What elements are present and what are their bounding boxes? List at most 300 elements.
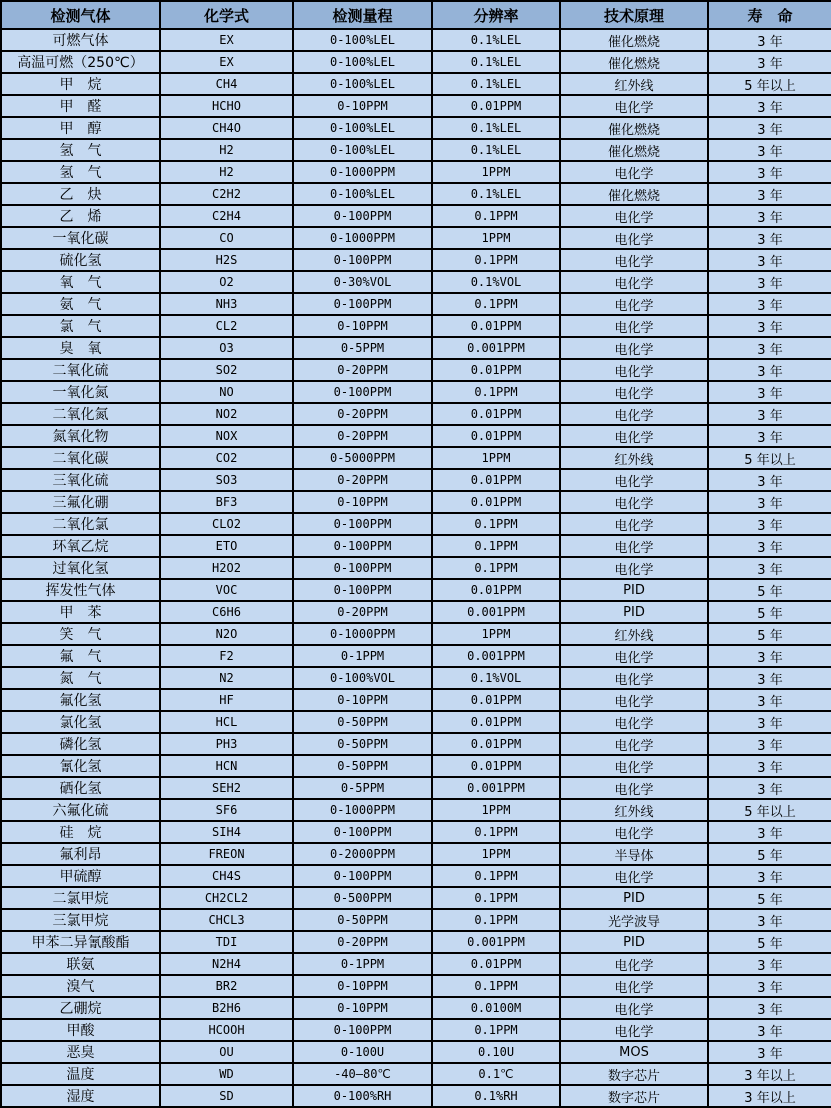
cell-chemical-formula: CL2: [160, 315, 293, 337]
cell-resolution: 1PPM: [432, 227, 560, 249]
cell-lifespan: 3 年: [708, 293, 831, 315]
cell-chemical-formula: BR2: [160, 975, 293, 997]
cell-chemical-formula: O3: [160, 337, 293, 359]
cell-resolution: 0.01PPM: [432, 733, 560, 755]
cell-lifespan: 3 年: [708, 689, 831, 711]
cell-technical-principle: 电化学: [560, 381, 708, 403]
cell-gas-name: 氟化氢: [1, 689, 160, 711]
cell-detection-range: 0-100%LEL: [293, 51, 432, 73]
cell-chemical-formula: FREON: [160, 843, 293, 865]
table-row: [1, 623, 831, 645]
cell-lifespan: 5 年: [708, 931, 831, 953]
cell-technical-principle: 电化学: [560, 293, 708, 315]
column-header-gas-name: 检测气体: [1, 1, 160, 29]
cell-detection-range: 0-50PPM: [293, 711, 432, 733]
table-row: [1, 689, 831, 711]
cell-detection-range: 0-20PPM: [293, 403, 432, 425]
table-row: [1, 1041, 831, 1063]
cell-gas-name: 二氧化硫: [1, 359, 160, 381]
cell-chemical-formula: NO: [160, 381, 293, 403]
cell-detection-range: 0-100PPM: [293, 205, 432, 227]
cell-technical-principle: 电化学: [560, 1019, 708, 1041]
table-row: [1, 51, 831, 73]
table-row: [1, 843, 831, 865]
cell-lifespan: 3 年: [708, 469, 831, 491]
table-row: [1, 117, 831, 139]
table-row: [1, 513, 831, 535]
cell-chemical-formula: SF6: [160, 799, 293, 821]
cell-lifespan: 3 年: [708, 821, 831, 843]
cell-lifespan: 3 年: [708, 337, 831, 359]
cell-resolution: 0.1PPM: [432, 821, 560, 843]
cell-detection-range: 0-10PPM: [293, 95, 432, 117]
cell-resolution: 1PPM: [432, 161, 560, 183]
cell-lifespan: 3 年: [708, 95, 831, 117]
cell-lifespan: 3 年: [708, 557, 831, 579]
table-row: [1, 29, 831, 51]
cell-lifespan: 3 年: [708, 139, 831, 161]
cell-gas-name: 二氯甲烷: [1, 887, 160, 909]
cell-resolution: 1PPM: [432, 623, 560, 645]
cell-gas-name: 甲 苯: [1, 601, 160, 623]
cell-chemical-formula: HCOOH: [160, 1019, 293, 1041]
cell-gas-name: 硒化氢: [1, 777, 160, 799]
cell-resolution: 0.1PPM: [432, 975, 560, 997]
cell-gas-name: 臭 氧: [1, 337, 160, 359]
cell-chemical-formula: O2: [160, 271, 293, 293]
cell-chemical-formula: WD: [160, 1063, 293, 1085]
cell-lifespan: 5 年以上: [708, 799, 831, 821]
cell-technical-principle: PID: [560, 579, 708, 601]
cell-gas-name: 高温可燃（250℃）: [1, 51, 160, 73]
cell-detection-range: 0-100%LEL: [293, 73, 432, 95]
cell-resolution: 0.1%LEL: [432, 117, 560, 139]
cell-detection-range: 0-100PPM: [293, 513, 432, 535]
cell-detection-range: 0-5000PPM: [293, 447, 432, 469]
cell-resolution: 0.01PPM: [432, 491, 560, 513]
cell-chemical-formula: SO2: [160, 359, 293, 381]
cell-chemical-formula: SEH2: [160, 777, 293, 799]
cell-detection-range: 0-30%VOL: [293, 271, 432, 293]
cell-technical-principle: 电化学: [560, 161, 708, 183]
cell-detection-range: 0-100PPM: [293, 293, 432, 315]
cell-lifespan: 3 年: [708, 227, 831, 249]
cell-resolution: 0.1%RH: [432, 1085, 560, 1107]
cell-chemical-formula: N2H4: [160, 953, 293, 975]
cell-gas-name: 氯 气: [1, 315, 160, 337]
table-row: [1, 227, 831, 249]
cell-gas-name: 氨 气: [1, 293, 160, 315]
cell-technical-principle: 光学波导: [560, 909, 708, 931]
cell-technical-principle: 电化学: [560, 821, 708, 843]
cell-technical-principle: 红外线: [560, 623, 708, 645]
cell-gas-name: 氟 气: [1, 645, 160, 667]
cell-chemical-formula: EX: [160, 51, 293, 73]
cell-chemical-formula: H2: [160, 161, 293, 183]
cell-chemical-formula: VOC: [160, 579, 293, 601]
cell-technical-principle: 电化学: [560, 491, 708, 513]
cell-gas-name: 乙 烯: [1, 205, 160, 227]
cell-detection-range: 0-100%LEL: [293, 29, 432, 51]
cell-lifespan: 3 年: [708, 535, 831, 557]
table-row: [1, 249, 831, 271]
cell-technical-principle: 红外线: [560, 799, 708, 821]
table-header-row: [1, 1, 831, 29]
cell-resolution: 0.01PPM: [432, 755, 560, 777]
cell-lifespan: 3 年: [708, 315, 831, 337]
table-row: [1, 711, 831, 733]
cell-technical-principle: 电化学: [560, 315, 708, 337]
table-row: [1, 73, 831, 95]
cell-lifespan: 3 年: [708, 711, 831, 733]
column-header-resolution: 分辨率: [432, 1, 560, 29]
cell-gas-name: 硫化氢: [1, 249, 160, 271]
cell-resolution: 1PPM: [432, 447, 560, 469]
cell-lifespan: 3 年以上: [708, 1063, 831, 1085]
cell-resolution: 0.1PPM: [432, 293, 560, 315]
cell-technical-principle: 电化学: [560, 513, 708, 535]
table-row: [1, 315, 831, 337]
table-row: [1, 601, 831, 623]
cell-detection-range: 0-500PPM: [293, 887, 432, 909]
cell-resolution: 0.001PPM: [432, 645, 560, 667]
table-row: [1, 491, 831, 513]
table-row: [1, 579, 831, 601]
table-row: [1, 381, 831, 403]
table-row: [1, 447, 831, 469]
cell-gas-name: 一氧化氮: [1, 381, 160, 403]
cell-chemical-formula: HF: [160, 689, 293, 711]
cell-detection-range: 0-100%LEL: [293, 183, 432, 205]
cell-detection-range: 0-50PPM: [293, 755, 432, 777]
cell-resolution: 0.1PPM: [432, 887, 560, 909]
cell-resolution: 0.01PPM: [432, 689, 560, 711]
cell-chemical-formula: NH3: [160, 293, 293, 315]
cell-technical-principle: 电化学: [560, 777, 708, 799]
cell-technical-principle: 催化燃烧: [560, 183, 708, 205]
cell-detection-range: 0-100PPM: [293, 579, 432, 601]
cell-resolution: 0.1PPM: [432, 513, 560, 535]
cell-lifespan: 3 年: [708, 425, 831, 447]
column-header-chemical-formula: 化学式: [160, 1, 293, 29]
table-row: [1, 777, 831, 799]
cell-detection-range: 0-10PPM: [293, 491, 432, 513]
cell-technical-principle: PID: [560, 887, 708, 909]
cell-detection-range: 0-100PPM: [293, 865, 432, 887]
cell-detection-range: 0-100PPM: [293, 1019, 432, 1041]
cell-technical-principle: 电化学: [560, 711, 708, 733]
cell-chemical-formula: C2H4: [160, 205, 293, 227]
table-row: [1, 645, 831, 667]
table-row: [1, 1019, 831, 1041]
cell-lifespan: 3 年: [708, 645, 831, 667]
cell-gas-name: 一氧化碳: [1, 227, 160, 249]
cell-resolution: 0.1%LEL: [432, 73, 560, 95]
cell-chemical-formula: ETO: [160, 535, 293, 557]
cell-resolution: 0.1PPM: [432, 865, 560, 887]
cell-lifespan: 3 年以上: [708, 1085, 831, 1107]
cell-technical-principle: 电化学: [560, 359, 708, 381]
cell-resolution: 0.1℃: [432, 1063, 560, 1085]
column-header-technical-principle: 技术原理: [560, 1, 708, 29]
cell-gas-name: 甲酸: [1, 1019, 160, 1041]
cell-detection-range: 0-5PPM: [293, 337, 432, 359]
table-row: [1, 1085, 831, 1107]
cell-resolution: 0.01PPM: [432, 95, 560, 117]
table-row: [1, 139, 831, 161]
cell-detection-range: 0-20PPM: [293, 931, 432, 953]
cell-technical-principle: 电化学: [560, 425, 708, 447]
cell-lifespan: 3 年: [708, 997, 831, 1019]
cell-lifespan: 3 年: [708, 513, 831, 535]
table-row: [1, 293, 831, 315]
cell-detection-range: 0-100PPM: [293, 249, 432, 271]
cell-lifespan: 5 年: [708, 579, 831, 601]
cell-chemical-formula: NO2: [160, 403, 293, 425]
cell-technical-principle: 电化学: [560, 95, 708, 117]
cell-detection-range: 0-20PPM: [293, 359, 432, 381]
cell-technical-principle: 电化学: [560, 227, 708, 249]
table-row: [1, 161, 831, 183]
cell-lifespan: 3 年: [708, 975, 831, 997]
table-row: [1, 1063, 831, 1085]
cell-gas-name: 氯化氢: [1, 711, 160, 733]
cell-chemical-formula: C6H6: [160, 601, 293, 623]
cell-chemical-formula: CH4O: [160, 117, 293, 139]
cell-detection-range: 0-1PPM: [293, 953, 432, 975]
cell-gas-name: 笑 气: [1, 623, 160, 645]
cell-chemical-formula: SO3: [160, 469, 293, 491]
table-row: [1, 271, 831, 293]
cell-chemical-formula: C2H2: [160, 183, 293, 205]
cell-gas-name: 三氯甲烷: [1, 909, 160, 931]
cell-technical-principle: 电化学: [560, 667, 708, 689]
cell-lifespan: 5 年: [708, 887, 831, 909]
cell-detection-range: 0-10PPM: [293, 975, 432, 997]
table-row: [1, 733, 831, 755]
cell-technical-principle: 电化学: [560, 755, 708, 777]
cell-resolution: 0.1PPM: [432, 249, 560, 271]
cell-gas-name: 氢 气: [1, 161, 160, 183]
table-row: [1, 403, 831, 425]
column-header-detection-range: 检测量程: [293, 1, 432, 29]
cell-detection-range: 0-1000PPM: [293, 799, 432, 821]
cell-resolution: 0.1PPM: [432, 381, 560, 403]
cell-chemical-formula: NOX: [160, 425, 293, 447]
cell-technical-principle: 电化学: [560, 337, 708, 359]
cell-technical-principle: 数字芯片: [560, 1085, 708, 1107]
table-row: [1, 975, 831, 997]
cell-resolution: 1PPM: [432, 843, 560, 865]
cell-gas-name: 甲 醛: [1, 95, 160, 117]
cell-gas-name: 氰化氢: [1, 755, 160, 777]
cell-resolution: 0.1%VOL: [432, 667, 560, 689]
cell-resolution: 0.1PPM: [432, 1019, 560, 1041]
cell-lifespan: 3 年: [708, 183, 831, 205]
cell-gas-name: 湿度: [1, 1085, 160, 1107]
cell-chemical-formula: CH2CL2: [160, 887, 293, 909]
cell-gas-name: 二氧化氮: [1, 403, 160, 425]
cell-chemical-formula: HCHO: [160, 95, 293, 117]
cell-gas-name: 硅 烷: [1, 821, 160, 843]
cell-chemical-formula: CH4: [160, 73, 293, 95]
cell-detection-range: 0-20PPM: [293, 601, 432, 623]
table-row: [1, 535, 831, 557]
cell-lifespan: 3 年: [708, 755, 831, 777]
cell-chemical-formula: CO: [160, 227, 293, 249]
cell-gas-name: 溴气: [1, 975, 160, 997]
cell-resolution: 0.001PPM: [432, 601, 560, 623]
cell-detection-range: 0-100PPM: [293, 381, 432, 403]
cell-gas-name: 二氧化碳: [1, 447, 160, 469]
cell-gas-name: 氟利昂: [1, 843, 160, 865]
cell-gas-name: 甲 醇: [1, 117, 160, 139]
cell-gas-name: 氢 气: [1, 139, 160, 161]
cell-detection-range: 0-100PPM: [293, 821, 432, 843]
cell-resolution: 0.1PPM: [432, 205, 560, 227]
cell-lifespan: 3 年: [708, 381, 831, 403]
table-row: [1, 95, 831, 117]
cell-resolution: 0.01PPM: [432, 403, 560, 425]
cell-technical-principle: 电化学: [560, 975, 708, 997]
cell-lifespan: 3 年: [708, 403, 831, 425]
cell-chemical-formula: N2O: [160, 623, 293, 645]
cell-lifespan: 5 年: [708, 843, 831, 865]
cell-detection-range: 0-100PPM: [293, 535, 432, 557]
cell-lifespan: 3 年: [708, 359, 831, 381]
cell-detection-range: -40—80℃: [293, 1063, 432, 1085]
cell-gas-name: 氮氧化物: [1, 425, 160, 447]
table-row: [1, 931, 831, 953]
cell-lifespan: 3 年: [708, 1019, 831, 1041]
cell-lifespan: 3 年: [708, 777, 831, 799]
table-row: [1, 337, 831, 359]
cell-chemical-formula: F2: [160, 645, 293, 667]
cell-technical-principle: 电化学: [560, 997, 708, 1019]
cell-resolution: 0.001PPM: [432, 337, 560, 359]
cell-technical-principle: 电化学: [560, 689, 708, 711]
cell-technical-principle: PID: [560, 931, 708, 953]
cell-technical-principle: 催化燃烧: [560, 29, 708, 51]
cell-detection-range: 0-100%LEL: [293, 117, 432, 139]
cell-gas-name: 挥发性气体: [1, 579, 160, 601]
cell-technical-principle: 电化学: [560, 205, 708, 227]
cell-gas-name: 磷化氢: [1, 733, 160, 755]
cell-detection-range: 0-1000PPM: [293, 623, 432, 645]
cell-gas-name: 环氧乙烷: [1, 535, 160, 557]
cell-chemical-formula: CLO2: [160, 513, 293, 535]
cell-resolution: 0.1%VOL: [432, 271, 560, 293]
cell-lifespan: 3 年: [708, 161, 831, 183]
cell-gas-name: 乙 炔: [1, 183, 160, 205]
cell-gas-name: 氮 气: [1, 667, 160, 689]
cell-lifespan: 3 年: [708, 491, 831, 513]
cell-chemical-formula: PH3: [160, 733, 293, 755]
cell-lifespan: 3 年: [708, 205, 831, 227]
table-row: [1, 205, 831, 227]
cell-lifespan: 3 年: [708, 117, 831, 139]
cell-chemical-formula: SD: [160, 1085, 293, 1107]
cell-chemical-formula: CO2: [160, 447, 293, 469]
cell-technical-principle: 催化燃烧: [560, 139, 708, 161]
cell-chemical-formula: EX: [160, 29, 293, 51]
cell-gas-name: 甲 烷: [1, 73, 160, 95]
cell-resolution: 0.001PPM: [432, 777, 560, 799]
cell-lifespan: 5 年: [708, 601, 831, 623]
table-row: [1, 887, 831, 909]
cell-chemical-formula: N2: [160, 667, 293, 689]
cell-lifespan: 3 年: [708, 51, 831, 73]
cell-gas-name: 三氟化硼: [1, 491, 160, 513]
table-row: [1, 799, 831, 821]
cell-gas-name: 三氧化硫: [1, 469, 160, 491]
cell-gas-name: 过氧化氢: [1, 557, 160, 579]
cell-gas-name: 可燃气体: [1, 29, 160, 51]
cell-lifespan: 5 年以上: [708, 447, 831, 469]
column-header-lifespan: 寿 命: [708, 1, 831, 29]
table-row: [1, 953, 831, 975]
cell-gas-name: 乙硼烷: [1, 997, 160, 1019]
cell-chemical-formula: OU: [160, 1041, 293, 1063]
cell-detection-range: 0-100%VOL: [293, 667, 432, 689]
cell-detection-range: 0-50PPM: [293, 733, 432, 755]
cell-technical-principle: 电化学: [560, 469, 708, 491]
cell-chemical-formula: HCN: [160, 755, 293, 777]
cell-detection-range: 0-1PPM: [293, 645, 432, 667]
cell-gas-name: 二氧化氯: [1, 513, 160, 535]
cell-lifespan: 5 年以上: [708, 73, 831, 95]
cell-technical-principle: 电化学: [560, 403, 708, 425]
cell-chemical-formula: CH4S: [160, 865, 293, 887]
cell-lifespan: 3 年: [708, 1041, 831, 1063]
cell-technical-principle: 电化学: [560, 953, 708, 975]
cell-lifespan: 3 年: [708, 953, 831, 975]
cell-resolution: 0.001PPM: [432, 931, 560, 953]
cell-lifespan: 3 年: [708, 249, 831, 271]
table-row: [1, 183, 831, 205]
table-row: [1, 557, 831, 579]
table-row: [1, 667, 831, 689]
cell-technical-principle: 红外线: [560, 73, 708, 95]
cell-chemical-formula: H2O2: [160, 557, 293, 579]
cell-resolution: 0.0100M: [432, 997, 560, 1019]
cell-chemical-formula: H2: [160, 139, 293, 161]
cell-technical-principle: 数字芯片: [560, 1063, 708, 1085]
cell-gas-name: 温度: [1, 1063, 160, 1085]
cell-resolution: 0.1%LEL: [432, 183, 560, 205]
cell-resolution: 0.10U: [432, 1041, 560, 1063]
cell-resolution: 0.01PPM: [432, 359, 560, 381]
cell-detection-range: 0-10PPM: [293, 997, 432, 1019]
cell-technical-principle: 红外线: [560, 447, 708, 469]
cell-detection-range: 0-10PPM: [293, 689, 432, 711]
table-row: [1, 821, 831, 843]
cell-technical-principle: 电化学: [560, 865, 708, 887]
cell-chemical-formula: H2S: [160, 249, 293, 271]
cell-resolution: 1PPM: [432, 799, 560, 821]
cell-detection-range: 0-1000PPM: [293, 227, 432, 249]
cell-technical-principle: 催化燃烧: [560, 117, 708, 139]
table-row: [1, 359, 831, 381]
cell-detection-range: 0-50PPM: [293, 909, 432, 931]
table-row: [1, 469, 831, 491]
cell-gas-name: 甲硫醇: [1, 865, 160, 887]
cell-detection-range: 0-100%LEL: [293, 139, 432, 161]
cell-detection-range: 0-10PPM: [293, 315, 432, 337]
cell-lifespan: 5 年: [708, 623, 831, 645]
cell-gas-name: 六氟化硫: [1, 799, 160, 821]
table-row: [1, 997, 831, 1019]
